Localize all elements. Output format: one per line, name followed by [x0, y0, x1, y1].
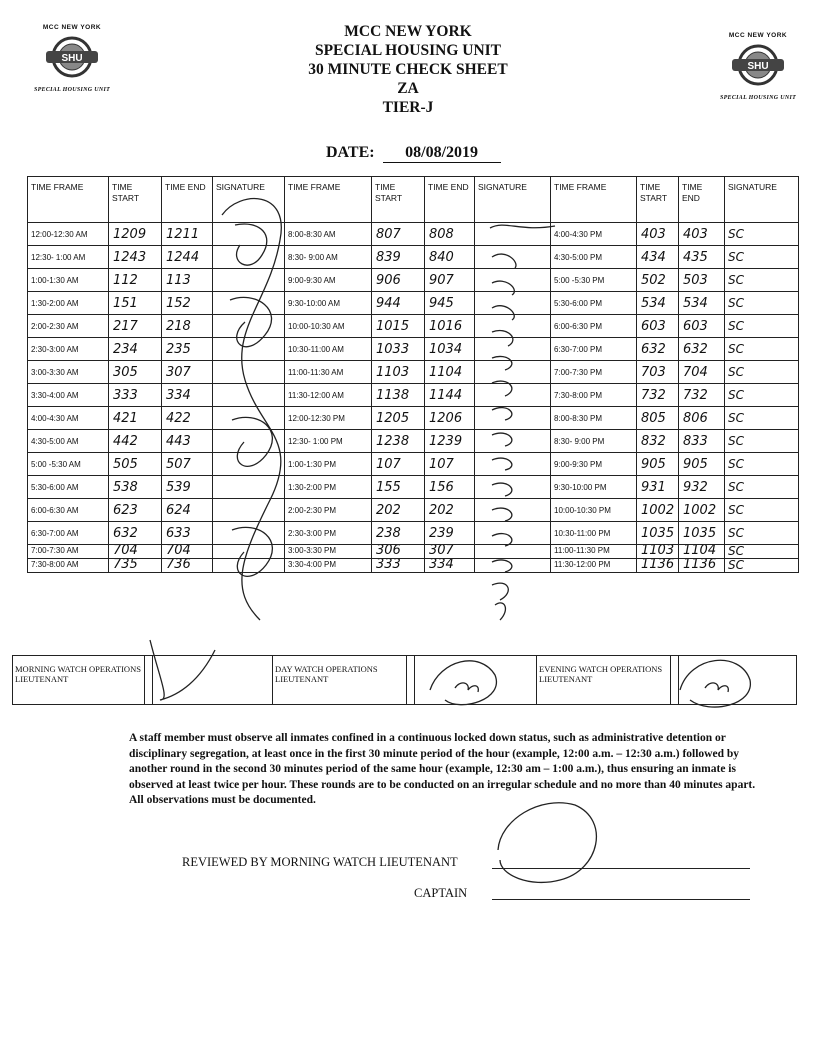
logo-right-bottom-text: SPECIAL HOUSING UNIT: [719, 95, 797, 101]
signature-cell[interactable]: SC: [725, 269, 799, 292]
time-frame-cell: 9:00-9:30 PM: [551, 453, 637, 476]
time-end-cell[interactable]: 632: [679, 338, 725, 361]
document-title: [0, 22, 816, 117]
logo-left-badge-text: SHU: [61, 53, 83, 64]
signature-cell[interactable]: [213, 453, 285, 476]
time-start-cell[interactable]: 732: [637, 384, 679, 407]
col-header: TIME START: [637, 177, 679, 223]
time-end-cell[interactable]: 1144: [425, 384, 475, 407]
time-start-cell[interactable]: 333: [372, 559, 425, 573]
time-frame-cell: 11:30-12:00 PM: [551, 559, 637, 573]
time-start-cell[interactable]: 107: [372, 453, 425, 476]
signature-cell[interactable]: [213, 361, 285, 384]
signature-cell[interactable]: SC: [725, 453, 799, 476]
morning-review-signature-line[interactable]: [492, 868, 750, 869]
time-end-cell[interactable]: 422: [162, 407, 213, 430]
time-end-cell[interactable]: 218: [162, 315, 213, 338]
review-signature-scribble: [498, 803, 596, 883]
morning-watch-signature-box[interactable]: [153, 656, 273, 704]
table-row: [28, 223, 799, 246]
time-frame-cell: 9:30-10:00 AM: [285, 292, 372, 315]
signature-cell[interactable]: [475, 407, 551, 430]
time-frame-cell: 8:00-8:30 AM: [285, 223, 372, 246]
col-header: TIME FRAME: [551, 177, 637, 223]
signature-cell[interactable]: SC: [725, 430, 799, 453]
title-line: TIER-J: [382, 99, 434, 116]
morning-watch-label: MORNING WATCH OPERATIONS LIEUTENANT: [15, 664, 141, 684]
table-row: [28, 430, 799, 453]
signature-cell[interactable]: [475, 223, 551, 246]
time-end-cell[interactable]: 736: [162, 559, 213, 573]
time-start-cell[interactable]: 1136: [637, 559, 679, 573]
logo-left-top-text: MCC NEW YORK: [42, 24, 102, 31]
logo-right-top-text: MCC NEW YORK: [728, 32, 788, 39]
signature-cell[interactable]: SC: [725, 361, 799, 384]
time-frame-cell: 6:00-6:30 AM: [28, 499, 109, 522]
time-start-cell[interactable]: 905: [637, 453, 679, 476]
time-end-cell[interactable]: 307: [162, 361, 213, 384]
time-frame-cell: 7:30-8:00 AM: [28, 559, 109, 573]
time-end-cell[interactable]: 534: [679, 292, 725, 315]
time-start-cell[interactable]: 306: [372, 545, 425, 559]
signature-cell[interactable]: [475, 545, 551, 559]
signature-cell[interactable]: [475, 269, 551, 292]
time-start-cell[interactable]: 1002: [637, 499, 679, 522]
time-frame-cell: 4:30-5:00 PM: [551, 246, 637, 269]
col-header: TIME FRAME: [285, 177, 372, 223]
signature-cell[interactable]: [475, 246, 551, 269]
signature-cell[interactable]: [213, 269, 285, 292]
time-frame-cell: 12:00-12:30 AM: [28, 223, 109, 246]
morning-watch-label-cell: [13, 656, 145, 704]
time-start-cell[interactable]: 434: [637, 246, 679, 269]
time-start-cell[interactable]: 1035: [637, 522, 679, 545]
table-row: [28, 407, 799, 430]
time-frame-cell: 9:00-9:30 AM: [285, 269, 372, 292]
time-start-cell[interactable]: 1103: [372, 361, 425, 384]
evening-watch-signature-box[interactable]: [679, 656, 796, 704]
time-frame-cell: 6:00-6:30 PM: [551, 315, 637, 338]
time-frame-cell: 11:00-11:30 AM: [285, 361, 372, 384]
policy-text: A staff member must observe all inmates confined in a continuous locked down status, such as administrative detention or disciplinary segregation, at least once in the first 30 minute period of the hour (example, 12:00 a.m. – 12:30 a.m.) followed by another round in the second 30 minutes period of the same hour (example, 12:30 am – 1:00 a.m.), thus ensuring an inmate is observed at least twice per hour. These rounds are to be conducted on an irregular schedule and no more than 40 minutes apart. All observations must be documented.: [129, 732, 756, 806]
table-row: [28, 269, 799, 292]
time-end-cell[interactable]: 403: [679, 223, 725, 246]
time-end-cell[interactable]: 235: [162, 338, 213, 361]
time-start-cell[interactable]: 505: [109, 453, 162, 476]
signature-cell[interactable]: SC: [725, 545, 799, 559]
time-end-cell[interactable]: 806: [679, 407, 725, 430]
time-start-cell[interactable]: 703: [637, 361, 679, 384]
time-frame-cell: 10:00-10:30 PM: [551, 499, 637, 522]
time-start-cell[interactable]: 333: [109, 384, 162, 407]
time-end-cell[interactable]: 507: [162, 453, 213, 476]
time-end-cell[interactable]: 1034: [425, 338, 475, 361]
time-start-cell[interactable]: 421: [109, 407, 162, 430]
check-table: [27, 176, 799, 573]
time-frame-cell: 7:30-8:00 PM: [551, 384, 637, 407]
time-start-cell[interactable]: 502: [637, 269, 679, 292]
time-frame-cell: 1:00-1:30 AM: [28, 269, 109, 292]
time-start-cell[interactable]: 1103: [637, 545, 679, 559]
time-start-cell[interactable]: 217: [109, 315, 162, 338]
time-start-cell[interactable]: 623: [109, 499, 162, 522]
divider: [407, 656, 415, 704]
divider: [671, 656, 679, 704]
signature-cell[interactable]: [475, 559, 551, 573]
time-frame-cell: 2:30-3:00 PM: [285, 522, 372, 545]
col-header: SIGNATURE: [475, 177, 551, 223]
signature-cell[interactable]: [475, 522, 551, 545]
col-header: SIGNATURE: [725, 177, 799, 223]
time-start-cell[interactable]: 155: [372, 476, 425, 499]
day-watch-label: DAY WATCH OPERATIONS LIEUTENANT: [275, 664, 378, 684]
time-end-cell[interactable]: 603: [679, 315, 725, 338]
time-end-cell[interactable]: 435: [679, 246, 725, 269]
table-row: [28, 246, 799, 269]
table-row: [28, 476, 799, 499]
time-end-cell[interactable]: 732: [679, 384, 725, 407]
time-frame-cell: 8:00-8:30 PM: [551, 407, 637, 430]
signature-cell[interactable]: SC: [725, 499, 799, 522]
signature-cell[interactable]: [213, 338, 285, 361]
signature-cell[interactable]: [475, 292, 551, 315]
table-row: [28, 315, 799, 338]
time-start-cell[interactable]: 538: [109, 476, 162, 499]
signature-cell[interactable]: [475, 315, 551, 338]
signature-cell[interactable]: SC: [725, 476, 799, 499]
time-frame-cell: 12:30- 1:00 PM: [285, 430, 372, 453]
time-end-cell[interactable]: 1206: [425, 407, 475, 430]
time-end-cell[interactable]: 152: [162, 292, 213, 315]
time-start-cell[interactable]: 534: [637, 292, 679, 315]
time-end-cell[interactable]: 307: [425, 545, 475, 559]
signature-cell[interactable]: SC: [725, 559, 799, 573]
signature-cell[interactable]: [213, 430, 285, 453]
signature-cell[interactable]: [475, 361, 551, 384]
time-start-cell[interactable]: 1243: [109, 246, 162, 269]
time-start-cell[interactable]: 305: [109, 361, 162, 384]
table-row: [28, 545, 799, 559]
time-start-cell[interactable]: 832: [637, 430, 679, 453]
time-frame-cell: 4:00-4:30 PM: [551, 223, 637, 246]
time-frame-cell: 10:30-11:00 PM: [551, 522, 637, 545]
signature-cell[interactable]: [475, 338, 551, 361]
date-label: DATE:: [326, 144, 375, 161]
time-end-cell[interactable]: 539: [162, 476, 213, 499]
time-frame-cell: 4:00-4:30 AM: [28, 407, 109, 430]
time-end-cell[interactable]: 808: [425, 223, 475, 246]
time-frame-cell: 7:00-7:30 PM: [551, 361, 637, 384]
time-frame-cell: 5:30-6:00 PM: [551, 292, 637, 315]
time-start-cell[interactable]: 234: [109, 338, 162, 361]
signature-cell[interactable]: [213, 407, 285, 430]
signature-cell[interactable]: SC: [725, 315, 799, 338]
time-end-cell[interactable]: 202: [425, 499, 475, 522]
time-frame-cell: 3:00-3:30 PM: [285, 545, 372, 559]
time-end-cell[interactable]: 1104: [679, 545, 725, 559]
signature-cell[interactable]: [213, 476, 285, 499]
signature-cell[interactable]: SC: [725, 384, 799, 407]
time-start-cell[interactable]: 807: [372, 223, 425, 246]
time-frame-cell: 1:00-1:30 PM: [285, 453, 372, 476]
col-header: SIGNATURE: [213, 177, 285, 223]
time-frame-cell: 12:30- 1:00 AM: [28, 246, 109, 269]
signature-cell[interactable]: SC: [725, 407, 799, 430]
time-end-cell[interactable]: 113: [162, 269, 213, 292]
signature-cell[interactable]: SC: [725, 223, 799, 246]
table-row: [28, 453, 799, 476]
signature-cell[interactable]: SC: [725, 522, 799, 545]
table-row: [28, 384, 799, 407]
time-end-cell[interactable]: 932: [679, 476, 725, 499]
title-line: 30 MINUTE CHECK SHEET: [308, 61, 508, 78]
time-start-cell[interactable]: 944: [372, 292, 425, 315]
time-frame-cell: 2:00-2:30 PM: [285, 499, 372, 522]
signature-cell[interactable]: [475, 476, 551, 499]
time-end-cell[interactable]: 704: [162, 545, 213, 559]
time-frame-cell: 11:30-12:00 AM: [285, 384, 372, 407]
time-start-cell[interactable]: 1033: [372, 338, 425, 361]
captain-label: CAPTAIN: [414, 886, 468, 900]
time-end-cell[interactable]: 1136: [679, 559, 725, 573]
signature-cell[interactable]: [213, 246, 285, 269]
logo-right-badge-text: SHU: [747, 61, 769, 72]
time-end-cell[interactable]: 633: [162, 522, 213, 545]
signature-cell[interactable]: SC: [725, 292, 799, 315]
time-start-cell[interactable]: 442: [109, 430, 162, 453]
time-frame-cell: 2:00-2:30 AM: [28, 315, 109, 338]
time-start-cell[interactable]: 202: [372, 499, 425, 522]
col-header: TIME START: [372, 177, 425, 223]
date-value[interactable]: 08/08/2019: [383, 144, 501, 163]
time-end-cell[interactable]: 624: [162, 499, 213, 522]
time-start-cell[interactable]: 1209: [109, 223, 162, 246]
table-row: [28, 292, 799, 315]
signature-cell[interactable]: [213, 384, 285, 407]
table-row: [28, 522, 799, 545]
time-start-cell[interactable]: 151: [109, 292, 162, 315]
time-end-cell[interactable]: 334: [162, 384, 213, 407]
time-end-cell[interactable]: 1035: [679, 522, 725, 545]
time-end-cell[interactable]: 334: [425, 559, 475, 573]
col-header: TIME END: [679, 177, 725, 223]
time-frame-cell: 4:30-5:00 AM: [28, 430, 109, 453]
signature-cell[interactable]: [213, 545, 285, 559]
time-start-cell[interactable]: 632: [637, 338, 679, 361]
time-frame-cell: 8:30- 9:00 PM: [551, 430, 637, 453]
signature-cell[interactable]: [475, 384, 551, 407]
time-frame-cell: 1:30-2:00 PM: [285, 476, 372, 499]
signature-cell[interactable]: [213, 292, 285, 315]
time-end-cell[interactable]: 704: [679, 361, 725, 384]
table-row: [28, 499, 799, 522]
title-line: ZA: [397, 80, 419, 97]
evening-watch-label: EVENING WATCH OPERATIONS LIEUTENANT: [539, 664, 663, 684]
time-end-cell[interactable]: 156: [425, 476, 475, 499]
time-end-cell[interactable]: 107: [425, 453, 475, 476]
signature-cell[interactable]: [213, 559, 285, 573]
time-frame-cell: 5:00 -5:30 PM: [551, 269, 637, 292]
day-watch-label-cell: [273, 656, 407, 704]
time-end-cell[interactable]: 503: [679, 269, 725, 292]
captain-signature-line[interactable]: [492, 899, 750, 900]
time-frame-cell: 7:00-7:30 AM: [28, 545, 109, 559]
signature-cell[interactable]: [475, 430, 551, 453]
time-start-cell[interactable]: 735: [109, 559, 162, 573]
day-watch-signature-box[interactable]: [415, 656, 537, 704]
signature-cell[interactable]: [475, 453, 551, 476]
watch-signature-row: [12, 655, 797, 705]
evening-watch-label-cell: [537, 656, 671, 704]
time-frame-cell: 10:30-11:00 AM: [285, 338, 372, 361]
time-start-cell[interactable]: 238: [372, 522, 425, 545]
time-frame-cell: 1:30-2:00 AM: [28, 292, 109, 315]
col-header: TIME END: [425, 177, 475, 223]
signature-cell[interactable]: [213, 499, 285, 522]
time-start-cell[interactable]: 906: [372, 269, 425, 292]
time-frame-cell: 5:00 -5:30 AM: [28, 453, 109, 476]
time-end-cell[interactable]: 1104: [425, 361, 475, 384]
time-end-cell[interactable]: 907: [425, 269, 475, 292]
time-frame-cell: 2:30-3:00 AM: [28, 338, 109, 361]
time-start-cell[interactable]: 1138: [372, 384, 425, 407]
time-start-cell[interactable]: 704: [109, 545, 162, 559]
signature-cell[interactable]: [213, 223, 285, 246]
time-frame-cell: 8:30- 9:00 AM: [285, 246, 372, 269]
signature-cell[interactable]: SC: [725, 338, 799, 361]
time-end-cell[interactable]: 905: [679, 453, 725, 476]
time-end-cell[interactable]: 1002: [679, 499, 725, 522]
morning-review-label: REVIEWED BY MORNING WATCH LIEUTENANT: [182, 855, 458, 869]
time-frame-cell: 5:30-6:00 AM: [28, 476, 109, 499]
date-field: [326, 144, 501, 163]
time-start-cell[interactable]: 805: [637, 407, 679, 430]
time-frame-cell: 6:30-7:00 AM: [28, 522, 109, 545]
time-start-cell[interactable]: 1205: [372, 407, 425, 430]
col-header: TIME START: [109, 177, 162, 223]
table-row: [28, 361, 799, 384]
time-frame-cell: 3:00-3:30 AM: [28, 361, 109, 384]
time-end-cell[interactable]: 443: [162, 430, 213, 453]
time-start-cell[interactable]: 603: [637, 315, 679, 338]
time-start-cell[interactable]: 931: [637, 476, 679, 499]
table-header-row: [28, 177, 799, 223]
time-frame-cell: 6:30-7:00 PM: [551, 338, 637, 361]
time-end-cell[interactable]: 833: [679, 430, 725, 453]
time-end-cell[interactable]: 840: [425, 246, 475, 269]
time-frame-cell: 10:00-10:30 AM: [285, 315, 372, 338]
time-start-cell[interactable]: 839: [372, 246, 425, 269]
table-row: [28, 559, 799, 573]
time-end-cell[interactable]: 945: [425, 292, 475, 315]
table-row: [28, 338, 799, 361]
time-start-cell[interactable]: 1015: [372, 315, 425, 338]
logo-left-bottom-text: SPECIAL HOUSING UNIT: [33, 87, 111, 93]
title-line: MCC NEW YORK: [344, 23, 472, 40]
divider: [145, 656, 153, 704]
title-line: SPECIAL HOUSING UNIT: [314, 42, 502, 59]
time-frame-cell: 3:30-4:00 PM: [285, 559, 372, 573]
signature-cell[interactable]: [213, 522, 285, 545]
time-end-cell[interactable]: 1239: [425, 430, 475, 453]
col-header: TIME END: [162, 177, 213, 223]
signature-cell[interactable]: SC: [725, 246, 799, 269]
time-frame-cell: 11:00-11:30 PM: [551, 545, 637, 559]
time-start-cell[interactable]: 403: [637, 223, 679, 246]
time-end-cell[interactable]: 239: [425, 522, 475, 545]
time-frame-cell: 3:30-4:00 AM: [28, 384, 109, 407]
time-start-cell[interactable]: 112: [109, 269, 162, 292]
time-frame-cell: 9:30-10:00 PM: [551, 476, 637, 499]
time-start-cell[interactable]: 632: [109, 522, 162, 545]
time-end-cell[interactable]: 1211: [162, 223, 213, 246]
table-body: [28, 223, 799, 573]
time-frame-cell: 12:00-12:30 PM: [285, 407, 372, 430]
signature-cell[interactable]: [475, 499, 551, 522]
time-end-cell[interactable]: 1016: [425, 315, 475, 338]
signature-cell[interactable]: [213, 315, 285, 338]
col-header: TIME FRAME: [28, 177, 109, 223]
time-end-cell[interactable]: 1244: [162, 246, 213, 269]
time-start-cell[interactable]: 1238: [372, 430, 425, 453]
